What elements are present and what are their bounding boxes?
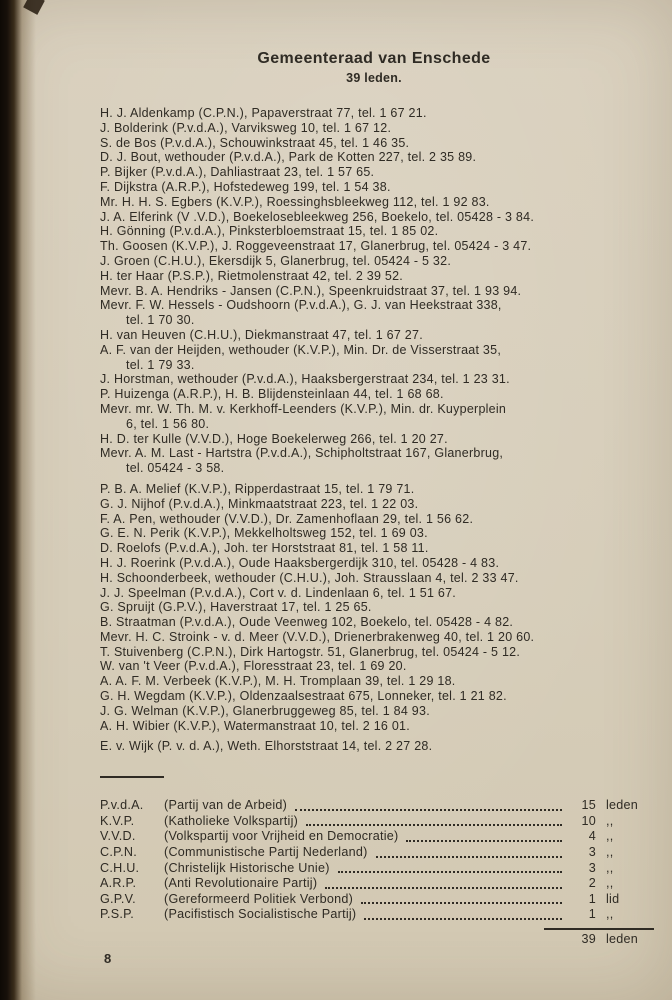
member-entry-line: G. E. N. Perik (K.V.P.), Mekkelholtsweg 152, tel. 1 69 03. [100,526,428,541]
member-entry-line: W. van 't Veer (P.v.d.A.), Floresstraat 23, tel. 1 69 20. [100,659,407,674]
party-row [100,907,648,923]
party-row [100,829,648,845]
member-entry [100,269,648,284]
party-abbr: P.v.d.A. [100,798,144,813]
member-entry [100,432,648,447]
member-entry [100,659,648,674]
page-title: Gemeenteraad van Enschede [257,50,491,67]
member-entry [100,136,648,151]
party-name: (Partij van de Arbeid) [164,798,288,813]
party-abbr: K.V.P. [100,813,135,828]
member-entry [100,224,648,239]
party-abbr: G.P.V. [100,891,136,906]
member-entry-line: J. J. Speelman (P.v.d.A.), Cort v. d. Lindenlaan 6, tel. 1 51 67. [100,585,457,600]
member-entry [100,541,648,556]
member-entry-line: P. Huizenga (A.R.P.), H. B. Blijdensteinlaan 44, tel. 1 68 68. [100,387,444,402]
member-entry-line: H. J. Aldenkamp (C.P.N.), Papaverstraat 77, tel. 1 67 21. [100,106,427,120]
member-entry-line: A. F. van der Heijden, wethouder (K.V.P.), Min. Dr. de Visserstraat 35, [100,342,502,357]
party-name: (Anti Revolutionaire Partij) [164,876,318,891]
member-entry-line: Mevr. H. C. Stroink - v. d. Meer (V.V.D.), Drienerbrakenweg 40, tel. 1 20 60. [100,629,535,644]
party-count: 3 [588,860,596,875]
member-entry-line: J. Horstman, wethouder (P.v.d.A.), Haaksbergerstraat 234, tel. 1 23 31. [100,372,510,387]
member-entry-line: H. van Heuven (C.H.U.), Diekmanstraat 47, tel. 1 67 27. [100,327,423,342]
member-entry-line: G. J. Nijhof (P.v.d.A.), Minkmaatstraat 223, tel. 1 22 03. [100,496,419,511]
member-entry [100,630,648,645]
party-row [100,861,648,877]
party-name: (Katholieke Volkspartij) [164,813,299,828]
member-entry [100,372,648,387]
total-rule [544,928,654,930]
member-entry [100,512,648,527]
member-entry-line: 6, tel. 1 56 80. [126,416,210,431]
party-unit: ,, [606,829,614,844]
party-name: (Pacifistisch Socialistische Partij) [164,907,357,922]
dot-leader [325,887,562,889]
party-row [100,798,648,814]
member-entry-line: J. Groen (C.H.U.), Ekersdijk 5, Glanerbrug, tel. 05424 - 5 32. [100,253,452,268]
member-entry-line: Mevr. A. M. Last - Hartstra (P.v.d.A.), Schipholtstraat 167, Glanerbrug, [100,446,504,461]
member-entry-line: P. B. A. Melief (K.V.P.), Ripperdastraat 15, tel. 1 79 71. [100,481,415,496]
party-row [100,876,648,892]
member-entry [100,106,648,121]
member-entry-line: E. v. Wijk (P. v. d. A.), Weth. Elhorststraat 14, tel. 2 27 28. [100,739,433,754]
party-unit: ,, [606,860,614,875]
party-summary [100,798,648,923]
party-name: (Volkspartij voor Vrijheid en Democratie) [164,829,399,844]
member-entry [100,298,648,328]
book-binding-shadow [0,0,36,1000]
dot-leader [361,902,562,904]
party-unit: ,, [606,845,614,860]
scan-artifact [23,0,45,15]
party-name: (Gereformeerd Politiek Verbond) [164,891,354,906]
member-entry [100,195,648,210]
member-entry-line: Mevr. B. A. Hendriks - Jansen (C.P.N.), Speenkruidstraat 37, tel. 1 93 94. [100,283,522,298]
member-entry-line: Th. Goosen (K.V.P.), J. Roggeveenstraat 17, Glanerbrug, tel. 05424 - 3 47. [100,239,532,254]
member-entry [100,402,648,432]
member-entry-line: H. Gönning (P.v.d.A.), Pinksterbloemstraat 15, tel. 1 85 02. [100,224,439,239]
party-abbr: P.S.P. [100,907,134,922]
party-row [100,892,648,908]
member-entry [100,645,648,660]
party-abbr: V.V.D. [100,829,136,844]
party-name: (Communistische Partij Nederland) [164,845,368,860]
party-unit: ,, [606,813,614,828]
member-entry [100,704,648,719]
member-entry [100,446,648,476]
party-count: 2 [588,876,596,891]
member-entry-line: Mevr. mr. W. Th. M. v. Kerkhoff-Leenders (K.V.P.), Min. dr. Kuyperplein [100,401,507,416]
member-entry [100,689,648,704]
party-unit: lid [606,891,620,906]
member-entry-line: H. ter Haar (P.S.P.), Rietmolenstraat 42, tel. 2 39 52. [100,268,404,283]
party-unit: ,, [606,907,614,922]
member-entry [100,600,648,615]
member-entry [100,210,648,225]
total-count: 39 [581,932,596,947]
dot-leader [306,824,562,826]
member-entry [100,150,648,165]
member-entry-line: F. A. Pen, wethouder (V.V.D.), Dr. Zamenhoflaan 29, tel. 1 56 62. [100,511,474,526]
member-entry [100,497,648,512]
member-entry-line: T. Stuivenberg (C.P.N.), Dirk Hartogstr. 51, Glanerbrug, tel. 05424 - 5 12. [100,644,521,659]
total-row [100,932,648,948]
member-entry [100,739,648,754]
party-row [100,845,648,861]
member-entry-line: tel. 1 79 33. [126,357,195,372]
member-entry-line: A. A. F. M. Verbeek (K.V.P.), M. H. Tromplaan 39, tel. 1 29 18. [100,674,456,689]
member-entry-line: J. Bolderink (P.v.d.A.), Varviksweg 10, tel. 1 67 12. [100,120,392,135]
member-entry [100,586,648,601]
party-count: 4 [588,829,596,844]
member-entry-line: H. J. Roerink (P.v.d.A.), Oude Haaksbergerdijk 310, tel. 05428 - 4 83. [100,555,500,570]
member-entry-line: B. Straatman (P.v.d.A.), Oude Veenweg 102, Boekelo, tel. 05428 - 4 82. [100,615,514,630]
member-entry-line: D. J. Bout, wethouder (P.v.d.A.), Park de Kotten 227, tel. 2 35 89. [100,150,477,165]
party-unit: leden [606,798,639,813]
member-entry [100,254,648,269]
section-divider [100,776,164,778]
member-entry-line: G. H. Wegdam (K.V.P.), Oldenzaalsestraat 675, Lonneker, tel. 1 21 82. [100,689,507,704]
party-count: 10 [581,813,596,828]
page-number: 8 [104,951,112,966]
party-abbr: C.P.N. [100,845,137,860]
member-entry [100,571,648,586]
member-entry-line: Mr. H. H. S. Egbers (K.V.P.), Roessinghsbleekweg 112, tel. 1 92 83. [100,194,490,209]
total-unit: leden [606,932,639,947]
member-entry [100,165,648,180]
member-entry [100,556,648,571]
member-entry [100,121,648,136]
member-entry [100,674,648,689]
member-entry-line: G. Spruijt (G.P.V.), Haverstraat 17, tel. 1 25 65. [100,600,372,615]
member-entry-line: tel. 05424 - 3 58. [126,461,225,476]
member-entry [100,180,648,195]
member-entry [100,482,648,497]
member-entry [100,719,648,734]
member-list [100,106,648,754]
party-abbr: A.R.P. [100,876,137,891]
member-entry-line: tel. 1 70 30. [126,313,195,328]
party-row [100,814,648,830]
member-entry-line: A. H. Wibier (K.V.P.), Watermanstraat 10, tel. 2 16 01. [100,718,410,733]
party-count: 3 [588,845,596,860]
member-entry [100,526,648,541]
party-abbr: C.H.U. [100,860,140,875]
member-entry [100,387,648,402]
member-entry-line: F. Dijkstra (A.R.P.), Hofstedeweg 199, tel. 1 54 38. [100,179,391,194]
dot-leader [376,856,562,858]
dot-leader [295,809,562,811]
party-count: 15 [581,798,596,813]
member-entry-line: Mevr. F. W. Hessels - Oudshoorn (P.v.d.A.), G. J. van Heekstraat 338, [100,298,502,313]
party-count: 1 [588,891,596,906]
dot-leader [406,840,562,842]
member-entry-line: D. Roelofs (P.v.d.A.), Joh. ter Horststraat 81, tel. 1 58 11. [100,541,429,556]
dot-leader [364,918,562,920]
party-count: 1 [588,907,596,922]
member-entry-line: H. Schoonderbeek, wethouder (C.H.U.), Joh. Strausslaan 4, tel. 2 33 47. [100,570,519,585]
member-entry-line: H. D. ter Kulle (V.V.D.), Hoge Boekelerweg 266, tel. 1 20 27. [100,431,448,446]
member-entry [100,239,648,254]
page-content [100,50,648,948]
member-entry [100,343,648,373]
member-entry [100,284,648,299]
member-entry-line: J. A. Elferink (V .V.D.), Boekelosebleekweg 256, Boekelo, tel. 05428 - 3 84. [100,209,535,224]
member-entry-line: S. de Bos (P.v.d.A.), Schouwinkstraat 45, tel. 1 46 35. [100,135,410,150]
member-entry-line: J. G. Welman (K.V.P.), Glanerbruggeweg 85, tel. 1 84 93. [100,703,430,718]
member-entry-line: P. Bijker (P.v.d.A.), Dahliastraat 23, tel. 1 57 65. [100,165,375,180]
member-entry [100,615,648,630]
dot-leader [338,871,562,873]
party-unit: ,, [606,876,614,891]
page-subtitle: 39 leden. [346,71,402,85]
party-name: (Christelijk Historische Unie) [164,860,330,875]
member-entry [100,328,648,343]
